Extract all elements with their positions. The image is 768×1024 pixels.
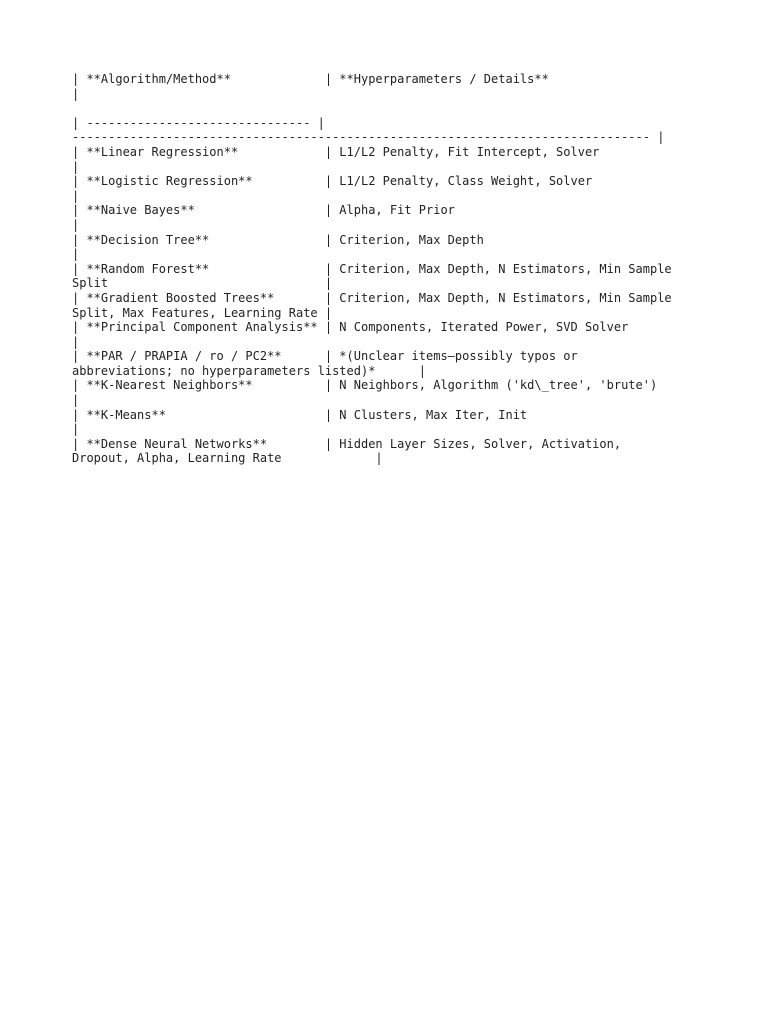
table-row: | **K-Nearest Neighbors** | N Neighbors, Algorithm ('kd\_tree', 'brute') <box>72 378 658 393</box>
table-row-wrap: | <box>72 188 80 203</box>
table-row: | **Principal Component Analysis** | N Components, Iterated Power, SVD Solver <box>72 320 629 335</box>
table-row: | **Linear Regression** | L1/L2 Penalty, Fit Intercept, Solver <box>72 144 600 159</box>
table-row: | **Gradient Boosted Trees** | Criterion, Max Depth, N Estimators, Min Sample <box>72 290 672 305</box>
table-row: | **Logistic Regression** | L1/L2 Penalty, Class Weight, Solver <box>72 174 593 189</box>
table-row-wrap: abbreviations; no hyperparameters listed)* | <box>72 363 427 378</box>
table-row: | **Random Forest** | Criterion, Max Depth, N Estimators, Min Sample <box>72 261 672 276</box>
table-separator-row-wrap: -------------------------------------------------------------------------------- | <box>72 130 665 145</box>
blank-line <box>72 101 698 116</box>
table-row-wrap: Split, Max Features, Learning Rate | <box>72 305 333 320</box>
table-row-wrap: | <box>72 247 80 262</box>
table-row: | **K-Means** | N Clusters, Max Iter, Init <box>72 407 528 422</box>
table-row-wrap: | <box>72 159 80 174</box>
table-row-wrap: | <box>72 217 80 232</box>
table-row: | **PAR / PRAPIA / ro / PC2** | *(Unclear items—possibly typos or <box>72 349 578 364</box>
table-row-wrap: Split | <box>72 276 333 291</box>
table-header-row: | **Algorithm/Method** | **Hyperparameters / Details** <box>72 72 549 86</box>
table-row-wrap: Dropout, Alpha, Learning Rate | <box>72 451 383 466</box>
table-row-wrap: | <box>72 334 80 349</box>
markdown-table-text <box>72 72 698 466</box>
table-separator-row: | ------------------------------- | <box>72 115 325 130</box>
table-row: | **Decision Tree** | Criterion, Max Depth <box>72 232 484 247</box>
table-row-wrap: | <box>72 393 80 408</box>
table-row-wrap: | <box>72 422 80 437</box>
table-row: | **Dense Neural Networks** | Hidden Layer Sizes, Solver, Activation, <box>72 436 622 451</box>
table-row: | **Naive Bayes** | Alpha, Fit Prior <box>72 203 455 218</box>
table-header-row-wrap: | <box>72 86 80 101</box>
